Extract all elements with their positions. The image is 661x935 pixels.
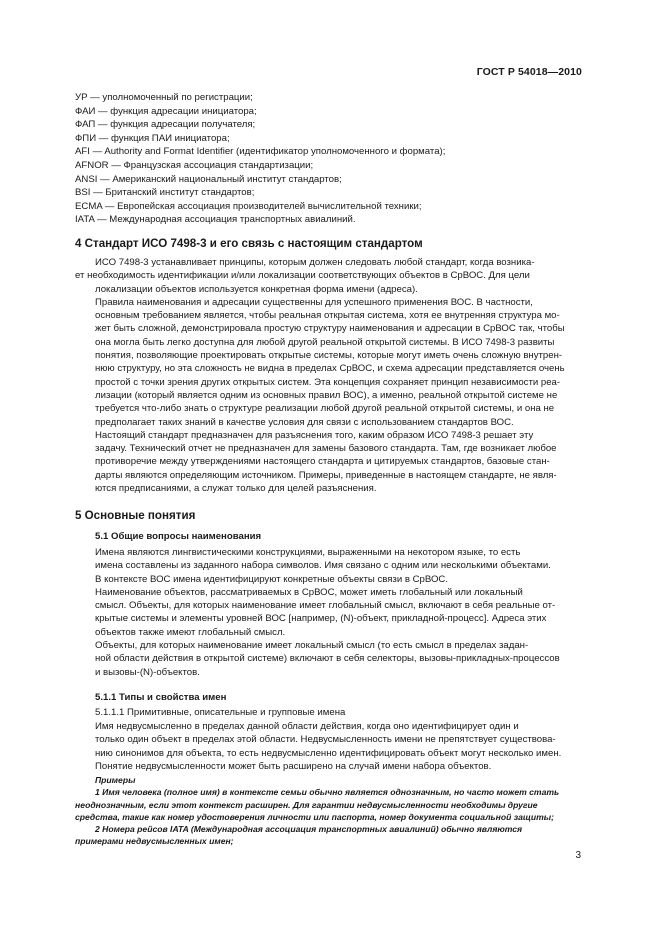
text-line: только один объект в пределах этой области. Недвусмысленность имени не препятствует существова-: [95, 734, 556, 746]
section-5-body: [75, 546, 585, 679]
text-line: и вызовы-(N)-объектов.: [95, 666, 200, 678]
abbreviation-item: ECMA — Европейская ассоциация производителей вычислительной техники;: [75, 200, 422, 212]
abbreviation-item: УР — уполномоченный по регистрации;: [75, 92, 253, 103]
text-line: она могла быть легко доступна для любой другой реальной открытой системы. В ИСО 7498-3 развиты: [95, 336, 555, 348]
text-line: простой с точки зрения других открытых систем. Эта концепция сохраняет принцип независимости реа-: [95, 376, 561, 388]
text-line: понятия, позволяющие проектировать открытые системы, которые могут иметь очень сложную внутрен-: [95, 350, 563, 362]
paragraph: [75, 296, 585, 429]
paragraph: [75, 720, 585, 773]
text-line: Имена являются лингвистическими конструкциями, выраженными на некотором языке, то есть: [95, 547, 521, 558]
text-line: ИСО 7498-3 устанавливает принципы, которым должен следовать любой стандарт, когда возника-: [95, 257, 535, 268]
text-line: объектов также имеют глобальный смысл.: [95, 626, 286, 638]
subsection-5-1-1-heading: 5.1.1 Типы и свойства имен: [95, 692, 227, 703]
paragraph: [75, 586, 585, 639]
example-line: неоднозначным, если этот контекст расширен. Для гарантии недвусмысленности необходимы другие: [75, 799, 538, 810]
text-line: крытые системы и элементы уровней ВОС [например, (N)-объект, прикладной-процесс]. Адреса этих: [95, 613, 547, 625]
text-line: жет быть сложной, демонстрировала простую структуру наименования и адресации в СрВОС так, чтобы: [95, 323, 565, 335]
abbreviation-item: ФПИ — функция ПАИ инициатора;: [75, 132, 230, 144]
text-line: основным требованием является, чтобы реальная открытая система, хотя ее внутренняя структура мо-: [95, 310, 560, 322]
text-line: нию синонимов для объекта, то есть недвусмысленно идентифицировать объект могут несколько имен.: [95, 747, 562, 759]
text-line: требуется что-либо знать о структуре реализации любой другой реальной открытой системы, и она не: [95, 403, 555, 415]
text-line: нюю структуру, но эта сложность не видна в пределах СрВОС, и схема адресации представляется очень: [95, 363, 565, 375]
text-line: ет необходимость идентификации и/или локализации соответствующих объектов в СрВОС. Для цели: [75, 270, 530, 282]
abbreviations-list: [75, 91, 585, 227]
text-line: имена составлены из заданного набора символов. Имя связано с одним или несколькими объектами.: [95, 560, 551, 572]
example-line: 1 Имя человека (полное имя) в контексте семьи обычно является однозначным, но часто может стать: [95, 787, 560, 798]
paragraph: [75, 546, 585, 586]
abbreviation-item: IATA — Международная ассоциация транспортных авиалиний.: [75, 214, 356, 226]
text-line: Объекты, для которых наименование имеет локальный смысл (то есть смысл в пределах задан-: [95, 640, 529, 652]
abbreviation-item: AFNOR — Французская ассоциация стандартизации;: [75, 159, 314, 171]
example-line: примерами недвусмысленных имен;: [75, 836, 234, 847]
abbreviation-item: AFI — Authority and Format Identifier (идентификатор уполномоченного и формата);: [75, 146, 446, 158]
paragraph: [75, 256, 585, 296]
section-4-heading: 4 Стандарт ИСО 7498-3 и его связь с настоящим стандартом: [75, 237, 423, 250]
text-line: ной области действия в открытой системе) включают в себя селекторы, вызовы-прикладных-процессов: [95, 653, 560, 665]
text-line: смысл. Объекты, для которых наименование имеет глобальный смысл, включают в себя реальные от-: [95, 600, 556, 612]
subsection-5-1-1-1-heading: 5.1.1.1 Примитивные, описательные и групповые имена: [95, 707, 346, 718]
abbreviation-item: ФАИ — функция адресации инициатора;: [75, 105, 257, 117]
text-line: лизации (который является одним из основных правил ВОС), а именно, реальной открытой системе не: [95, 389, 558, 401]
text-line: предполагает таких знаний в качестве условия для связи с использованием стандартов ВОС.: [95, 416, 514, 428]
text-line: ются предписаниями, а служат только для целей разъяснения.: [95, 483, 377, 495]
section-4-body: [75, 256, 585, 495]
example-line: средства, такие как номер удостоверения личности или паспорта, номер документа социальной защиты;: [75, 811, 555, 822]
paragraph: [75, 639, 585, 679]
text-line: противоречие между утверждениями настоящего стандарта и цитируемых стандартов, базовые стан-: [95, 456, 550, 468]
standard-header: ГОСТ Р 54018—2010: [476, 66, 582, 78]
page-number: 3: [575, 850, 581, 861]
text-line: дарты являются определяющим источником. Примеры, приведенные в настоящем стандарте, не явля-: [95, 469, 557, 481]
text-line: локализации объектов используется конкретная форма имени (адреса).: [95, 283, 418, 295]
text-line: Правила наименования и адресации существенны для успешного применения ВОС. В частности,: [95, 296, 533, 308]
subsection-5-1-heading: 5.1 Общие вопросы наименования: [95, 531, 262, 542]
text-line: Настоящий стандарт предназначен для разъяснения того, каким образом ИСО 7498-3 решает эту: [95, 429, 534, 441]
paragraph: [75, 429, 585, 495]
text-line: Имя недвусмысленно в пределах данной области действия, когда оно идентифицирует один и: [95, 721, 519, 732]
section-5-1-1-1-body: [75, 720, 585, 773]
examples-title: Примеры: [95, 775, 136, 785]
text-line: Понятие недвусмысленности может быть расширено на случай имени набора объектов.: [95, 760, 492, 772]
abbreviation-item: ФАП — функция адресации получателя;: [75, 119, 256, 131]
abbreviation-item: BSI — Британский институт стандартов;: [75, 187, 255, 199]
text-line: Наименование объектов, рассматриваемых в СрВОС, может иметь глобальный или локальный: [95, 586, 523, 598]
example-line: 2 Номера рейсов IATA (Международная ассоциация транспортных авиалиний) обычно являются: [95, 824, 523, 835]
text-line: В контексте ВОС имена идентифицируют конкретные объекты связи в СрВОС.: [95, 573, 449, 585]
text-line: задачу. Технический отчет не предназначен для замены базового стандарта. Там, где возникает любое: [95, 443, 557, 455]
abbreviation-item: ANSI — Американский национальный институт стандартов;: [75, 173, 342, 185]
examples-block: [75, 774, 585, 848]
section-5-heading: 5 Основные понятия: [75, 509, 196, 522]
